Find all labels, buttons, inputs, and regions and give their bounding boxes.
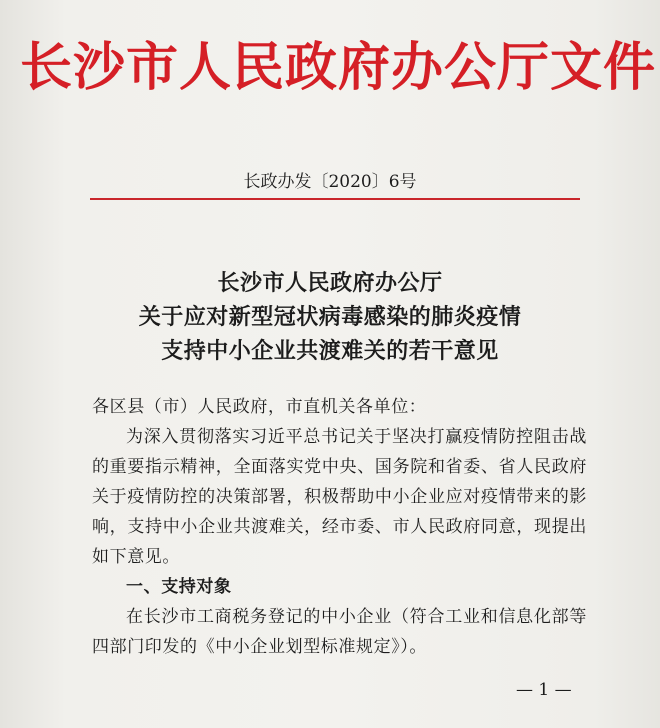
title-line-3: 支持中小企业共渡难关的若干意见 — [161, 338, 499, 364]
title-line-1: 长沙市人民政府办公厅 — [217, 270, 443, 296]
section-1-heading: 一、支持对象 — [126, 577, 232, 597]
title-line-2: 关于应对新型冠状病毒感染的肺炎疫情 — [138, 304, 522, 330]
issuer-header-title: 长沙市人民政府办公厅文件 — [20, 37, 657, 98]
intro-paragraph: 为深入贯彻落实习近平总书记关于坚决打赢疫情防控阻击战的重要指示精神，全面落实党中央、国务院和省委、省人民政府关于疫情防控的决策部署，积极帮助中小企业应对疫情带来的影响，支持中小企业共渡难关，经市委、市人民政府同意，现提出如下意见。 — [92, 427, 587, 567]
section-1-paragraph: 在长沙市工商税务登记的中小企业（符合工业和信息化部等四部门印发的《中小企业划型标准规定》）。 — [92, 607, 587, 657]
page-number: — 1 — — [516, 680, 572, 700]
document-body — [92, 392, 587, 662]
document-title — [0, 266, 660, 368]
salutation: 各区县（市）人民政府，市直机关各单位： — [92, 397, 427, 417]
red-divider-line — [90, 198, 580, 200]
document-number: 长政办发〔2020〕6号 — [243, 172, 417, 192]
